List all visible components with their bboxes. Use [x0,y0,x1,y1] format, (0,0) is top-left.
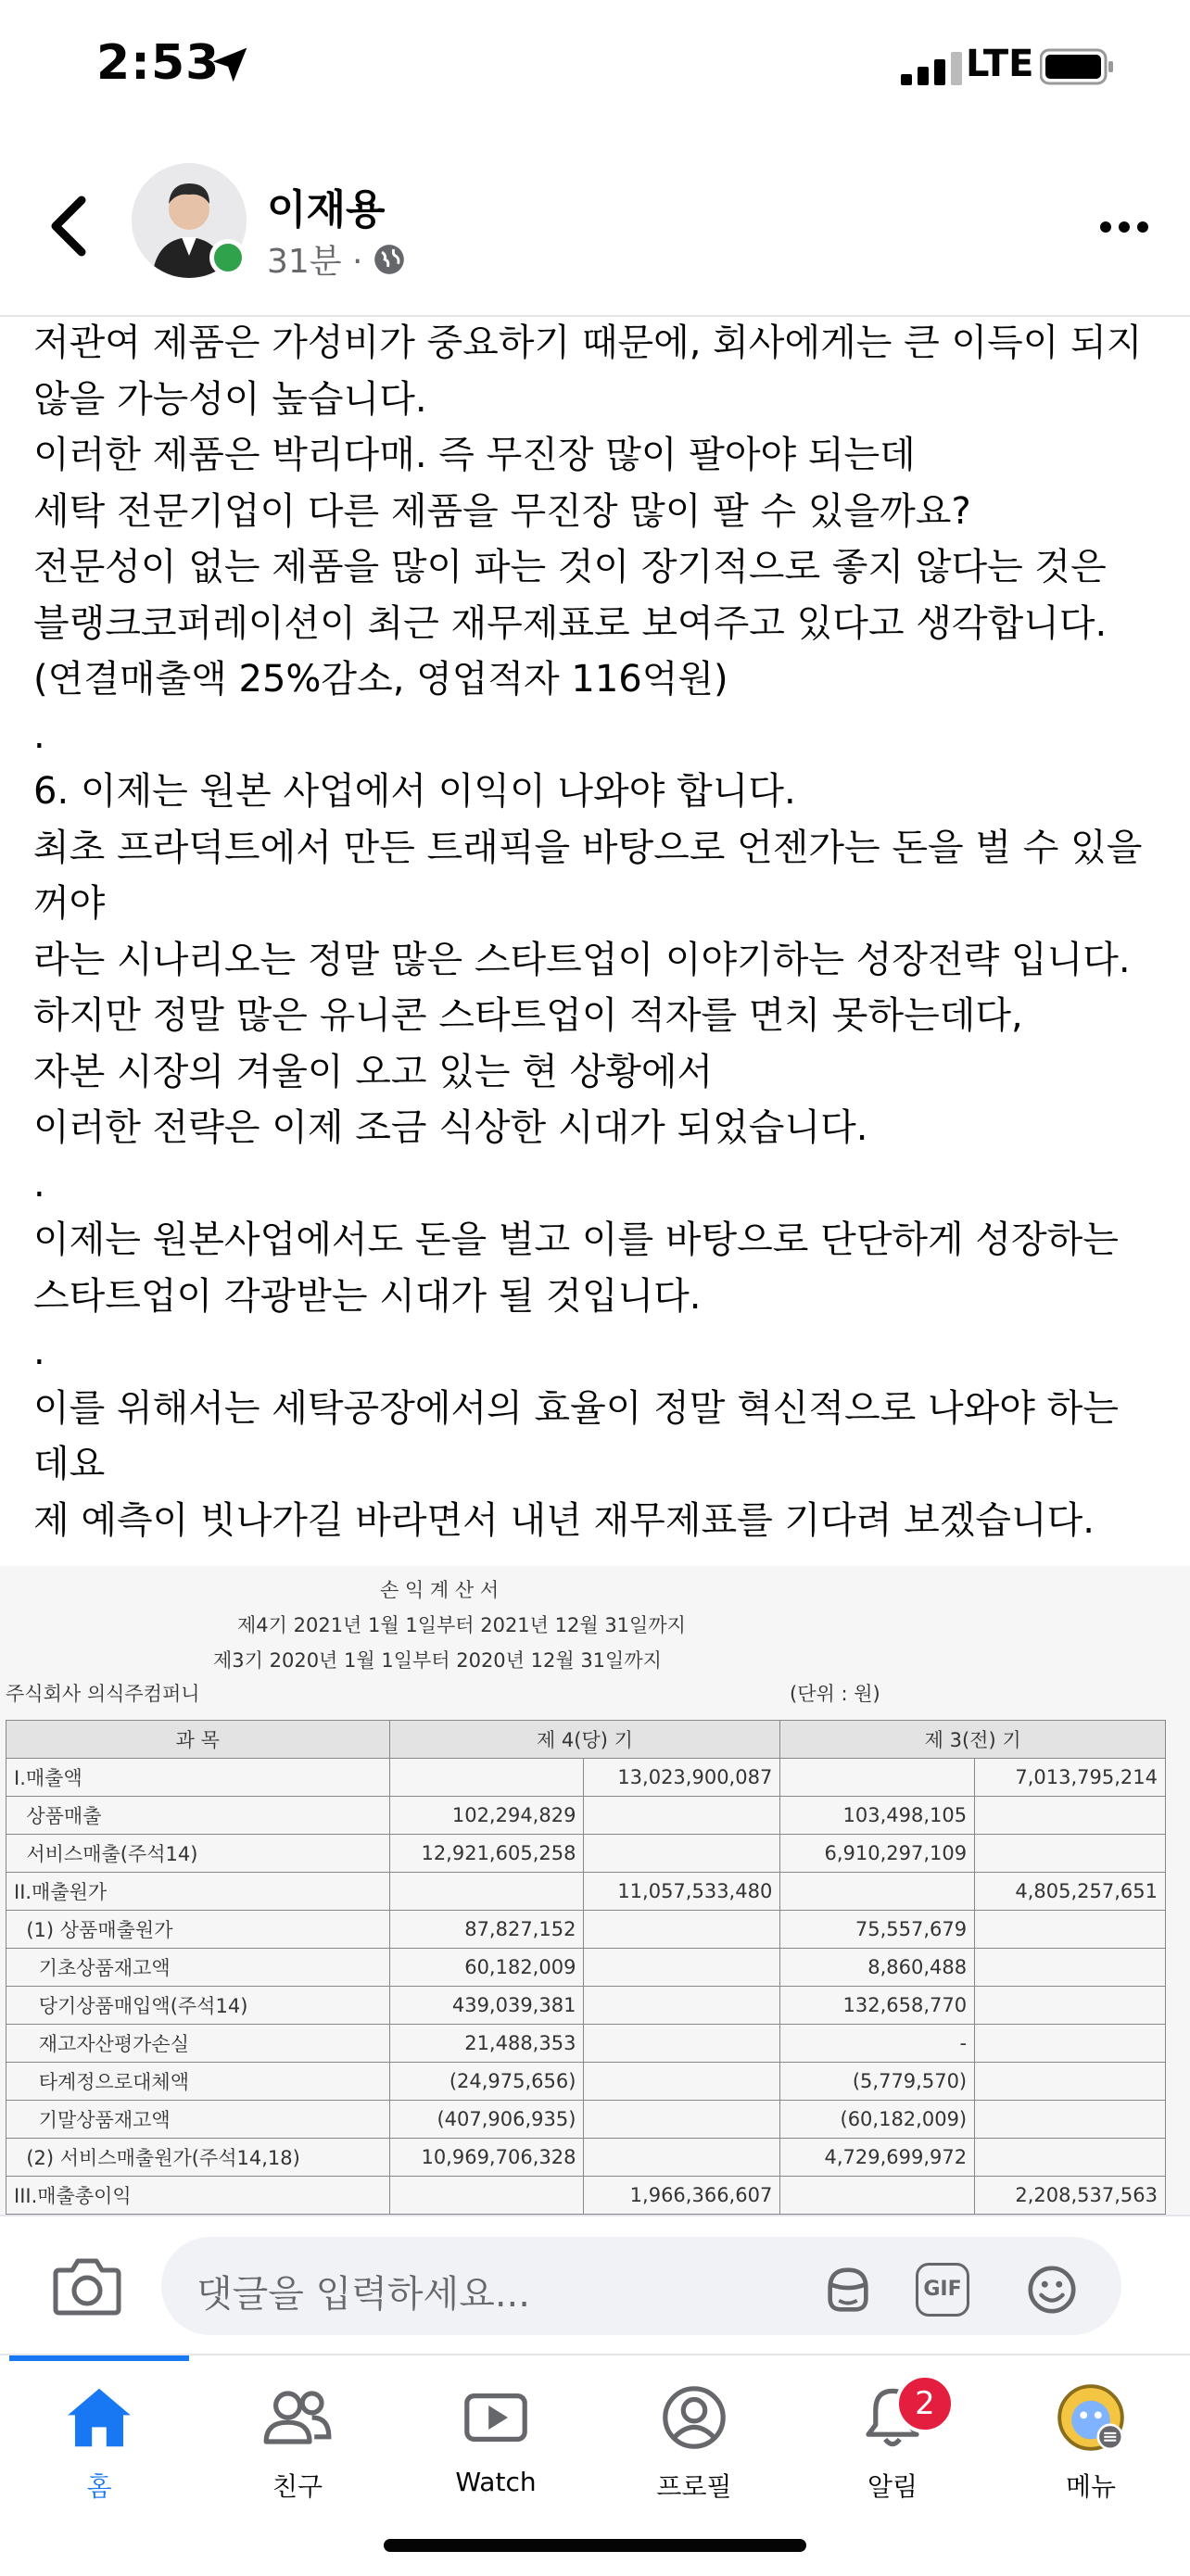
tab-label: 홈 [86,2471,112,2502]
post-meta [267,235,407,283]
statement-period-4: 제4기 2021년 1월 1일부터 2021년 12월 31일까지 [237,1614,686,1636]
statement-cell: 10,969,706,328 [389,2139,584,2177]
tab-notifications[interactable] [793,2355,992,2541]
statement-cell [975,1911,1166,1949]
statement-header-row [6,1721,1166,1759]
statement-row [6,1835,1166,1873]
statement-cell: (60,182,009) [780,2101,975,2139]
statement-row-label: II.매출원가 [6,1873,390,1911]
statement-row [6,1797,1166,1835]
statement-row-label: 타계정으로대체액 [6,2063,390,2101]
statement-row-label: 기말상품재고액 [6,2101,390,2139]
back-arrow-icon[interactable] [41,193,96,259]
statement-cell [584,2025,780,2063]
statement-row [6,1873,1166,1911]
globe-icon [372,242,407,277]
author-name[interactable]: 이재용 [267,186,386,234]
tab-label: 알림 [867,2471,918,2502]
post-line: 않을 가능성이 높습니다. [33,377,427,421]
statement-cell [975,2101,1166,2139]
statement-cell: 60,182,009 [389,1949,584,1987]
post-line: 이러한 전략은 이제 조금 식상한 시대가 되었습니다. [33,1106,868,1149]
post-line: 이제는 원본사업에서도 돈을 벌고 이를 바탕으로 단단하게 성장하는 [33,1219,1119,1261]
tab-label: 프로필 [656,2471,732,2502]
statement-cell: 103,498,105 [780,1797,975,1835]
statement-cell: 6,910,297,109 [780,1835,975,1873]
statement-cell [389,2177,584,2215]
notification-badge: 2 [895,2374,955,2433]
statement-cell [780,2177,975,2215]
more-options-icon[interactable] [1099,213,1149,241]
statement-cell: 1,966,366,607 [584,2177,780,2215]
statement-cell: 75,557,679 [780,1911,975,1949]
post-header [0,139,1190,317]
gif-button[interactable]: GIF [916,2263,969,2317]
statement-cell [389,1873,584,1911]
statement-unit: (단위 : 원) [790,1683,880,1705]
tab-label: 친구 [272,2471,323,2502]
statement-cell: 439,039,381 [389,1987,584,2025]
watch-video-icon [460,2381,532,2454]
statement-cell [975,2025,1166,2063]
emoji-icon[interactable] [1025,2263,1079,2317]
network-type: LTE [966,43,1034,85]
location-arrow-icon [209,44,250,85]
statement-table [6,1720,1166,2215]
cellular-signal-icon [901,52,968,85]
statement-row-label: 서비스매출(주석14) [6,1835,390,1873]
statement-row-label: 상품매출 [6,1797,390,1835]
statement-cell [975,1835,1166,1873]
statement-row [6,1911,1166,1949]
avatar-sticker-icon[interactable] [821,2263,875,2317]
home-icon [63,2381,135,2454]
post-timestamp: 31분 · [267,243,363,281]
post-line: 스타트업이 각광받는 시대가 될 것입니다. [33,1274,702,1318]
statement-cell: 2,208,537,563 [975,2177,1166,2215]
statement-cell: 4,805,257,651 [975,1873,1166,1911]
tab-label: Watch [455,2467,537,2497]
statement-cell [975,1987,1166,2025]
post-line: . [33,1331,45,1373]
status-time: 2:53 [96,35,221,91]
tab-home[interactable] [0,2355,198,2541]
post-line: . [33,1162,45,1206]
statement-row [6,2025,1166,2063]
statement-row [6,1987,1166,2025]
statement-cell: 12,921,605,258 [389,1835,584,1873]
statement-cell: 87,827,152 [389,1911,584,1949]
post-line: 꺼야 [33,882,106,925]
menu-avatar-icon [1055,2381,1127,2454]
post-body [33,315,1164,1548]
profile-icon [658,2381,730,2454]
statement-cell: 4,729,699,972 [780,2139,975,2177]
statement-cell: 21,488,353 [389,2025,584,2063]
post-line: 라는 시나리오는 정말 많은 스타트업이 이야기하는 성장전략 입니다. [33,938,1131,981]
tab-label: 메뉴 [1065,2471,1117,2502]
statement-cell [584,2101,780,2139]
statement-cell: 8,860,488 [780,1949,975,1987]
statement-row [6,2101,1166,2139]
statement-cell [584,1835,780,1873]
post-line: . [33,713,45,757]
home-indicator[interactable] [384,2539,806,2552]
tab-menu[interactable] [992,2355,1190,2541]
post-line: 저관여 제품은 가성비가 중요하기 때문에, 회사에게는 큰 이득이 되지 [33,322,1143,364]
comment-input[interactable] [161,2237,1121,2335]
statement-row [6,2139,1166,2177]
statement-cell: 7,013,795,214 [975,1759,1166,1797]
statement-cell: 13,023,900,087 [584,1759,780,1797]
statement-cell: (5,779,570) [780,2063,975,2101]
post-line: 제 예측이 빗나가길 바라면서 내년 재무제표를 기다려 보겠습니다. [33,1498,1095,1542]
statement-row-label: 기초상품재고액 [6,1949,390,1987]
statement-cell [389,1759,584,1797]
statement-cell: - [780,2025,975,2063]
post-line: 데요 [33,1443,106,1485]
statement-row-label: (1) 상품매출원가 [6,1911,390,1949]
statement-row [6,2063,1166,2101]
header-period-3: 제 3(전) 기 [780,1721,1166,1759]
post-line: 이를 위해서는 세탁공장에서의 효율이 정말 혁신적으로 나와야 하는 [33,1386,1119,1430]
statement-cell [584,2139,780,2177]
statement-cell [975,2139,1166,2177]
statement-row [6,1949,1166,1987]
statement-cell [975,1797,1166,1835]
statement-row-label: III.매출총이익 [6,2177,390,2215]
statement-cell [584,1797,780,1835]
statement-row [6,2177,1166,2215]
online-status-dot [209,239,247,276]
statement-cell [584,1987,780,2025]
statement-title: 손 익 계 산 서 [380,1579,500,1601]
income-statement-image[interactable] [0,1566,1190,2215]
statement-company: 주식회사 의식주컴퍼니 [6,1683,200,1705]
header-period-4: 제 4(당) 기 [389,1721,780,1759]
post-line: 세탁 전문기업이 다른 제품을 무진장 많이 팔 수 있을까요? [33,489,971,533]
statement-row-label: 재고자산평가손실 [6,2025,390,2063]
post-line: 최초 프라덕트에서 만든 트래픽을 바탕으로 언젠가는 돈을 벌 수 있을 [33,826,1143,869]
tab-profile[interactable] [595,2355,793,2541]
post-line: 자본 시장의 겨울이 오고 있는 현 상황에서 [33,1050,714,1093]
post-line: 전문성이 없는 제품을 많이 파는 것이 장기적으로 좋지 않다는 것은 [33,546,1107,588]
comment-bar [0,2215,1190,2355]
post-line: 블랭크코퍼레이션이 최근 재무제표로 보여주고 있다고 생각합니다. [33,601,1108,645]
active-tab-indicator [9,2355,189,2361]
statement-period-3: 제3기 2020년 1월 1일부터 2020년 12월 31일까지 [213,1649,662,1672]
camera-icon[interactable] [52,2255,122,2317]
comment-placeholder: 댓글을 입력하세요... [196,2273,530,2316]
statement-cell: 102,294,829 [389,1797,584,1835]
statement-cell [584,1911,780,1949]
statement-cell [780,1873,975,1911]
post-line: 6. 이제는 원본 사업에서 이익이 나와야 합니다. [33,770,796,813]
statement-row-label: I.매출액 [6,1759,390,1797]
statement-cell [780,1759,975,1797]
statement-row-label: (2) 서비스매출원가(주석14,18) [6,2139,390,2177]
battery-icon [1040,48,1114,85]
statement-cell: 11,057,533,480 [584,1873,780,1911]
statement-cell [975,1949,1166,1987]
statement-cell: (407,906,935) [389,2101,584,2139]
statement-row-label: 당기상품매입액(주석14) [6,1987,390,2025]
friends-icon [261,2381,334,2454]
statement-cell [584,2063,780,2101]
statement-row [6,1759,1166,1797]
header-item: 과 목 [6,1721,390,1759]
post-line: 하지만 정말 많은 유니콘 스타트업이 적자를 면치 못하는데다, [33,994,1023,1037]
post-line: 이러한 제품은 박리다매. 즉 무진장 많이 팔아야 되는데 [33,434,916,476]
statement-cell [975,2063,1166,2101]
tab-watch[interactable] [397,2355,595,2541]
tab-friends[interactable] [198,2355,397,2541]
statement-cell [584,1949,780,1987]
statement-cell: (24,975,656) [389,2063,584,2101]
statement-cell: 132,658,770 [780,1987,975,2025]
status-bar [0,0,1190,139]
post-line: (연결매출액 25%감소, 영업적자 116억원) [33,658,728,701]
